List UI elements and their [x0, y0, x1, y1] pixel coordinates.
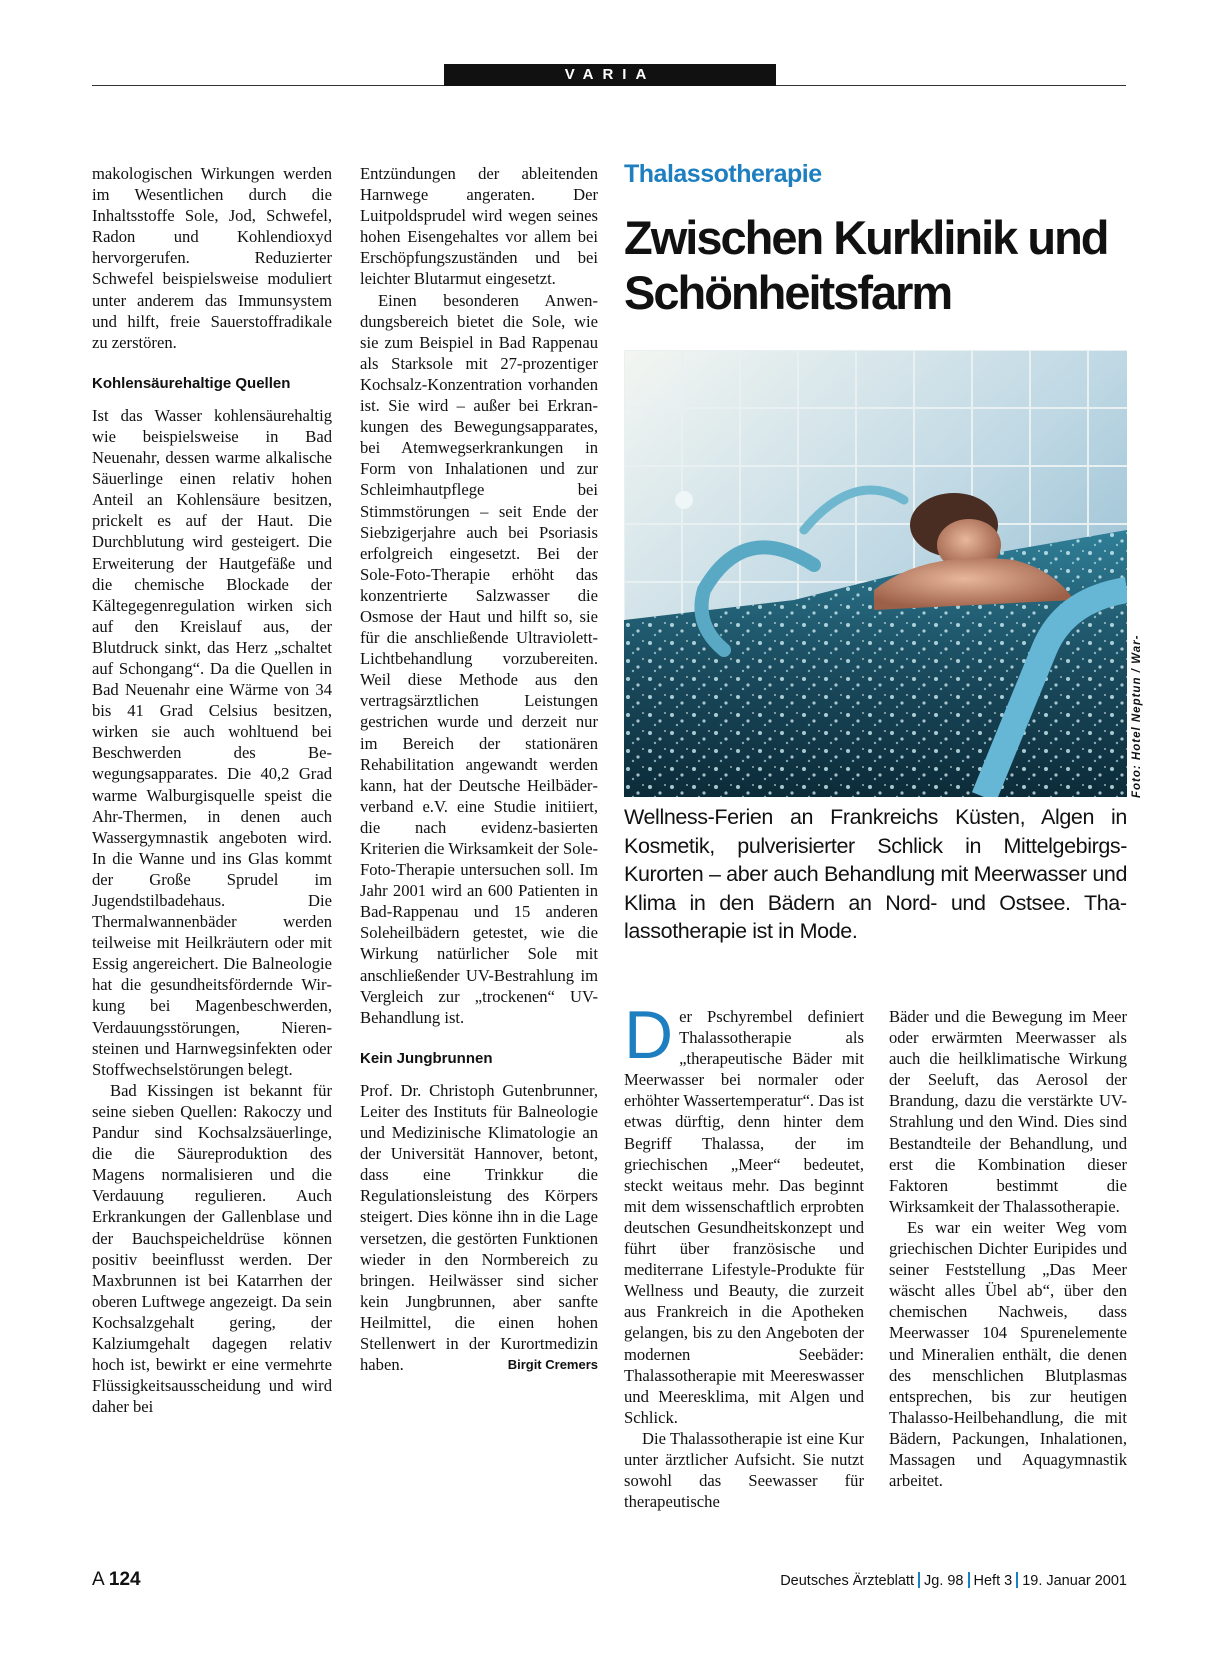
- paragraph: Ist das Wasser kohlensäurehaltig wie beispielsweise in Bad Neuenahr, dessen warme alkalische Säuerlinge einen relativ hohen Anteil an Kohlensäure besitzen, prickelt es auf der Haut. Die Durchblutung wird gesteigert. Die Erweiterung der Hautgefäße und die chemische Blockade der Kältegegenregulation wirken sich auf den Kreislauf aus, der Blutdruck sinkt, das Herz „schaltet auf Schongang“. Da die Quellen in Bad Neuenahr eine Wärme von 34 bis 41 Grad Celsius besitzen, wirken sie auch wohltuend bei Beschwerden des Bewegungsapparates. Die 40,2 Grad warme Walburgisquelle speist die Ahr-Thermen, in denen auch Wassergymnastik angeboten wird. In die Wanne und ins Glas kommt der Große Sprudel im Jugendstilbadehaus. Die Thermalwannenbäder werden teilweise mit Heilkräutern oder mit Essig angereichert. Die Balneologie hat die gesundheitsfördernde Wirkung bei Magenbeschwerden, Verdauungsstörungen, Nierensteinen und Harnwegsinfekten oder Stoffwechselstörungen belegt.: [92, 405, 332, 1079]
- paragraph: Einen besonderen Anwendungsbereich bietet die Sole, wie sie zum Beispiel in Bad Rappenau als Starksole mit 27-prozentiger Kochsalz-Konzentration vorhanden ist. Sie wird – außer bei Erkrankungen des Bewegungsapparates, bei Atemwegserkrankungen in Form von Inhalationen und zur Schleimhautpflege bei Stimmstörungen – seit Ende der Siebzigerjahre auch bei Psoriasis erfolgreich eingesetzt. Bei der Sole-Foto-Therapie erhöht das konzentrierte Salzwasser die Osmose der Haut und hilft so, sie für die anschließende Ultraviolett-Lichtbehandlung vorzubereiten. Weil diese Methode aus den vertragsärztlichen Leistungen gestrichen wurde und derzeit nur im Bereich der stationären Rehabilitation angewandt werden kann, hat der Deutsche Heilbäderverband e.V. eine Studie initiiert, die nach evidenz-basierten Kriterien die Wirksamkeit der Sole-Foto-Therapie untersuchen soll. Im Jahr 2001 wird an 600 Patienten in Bad-Rappenau und 15 anderen Soleheilbädern getestet, wie die Wirkung natürlicher Sole mit anschließender UV-Bestrahlung im Vergleich zur „trockenen“ UV-Behandlung ist.: [360, 290, 598, 1027]
- paragraph: [360, 1080, 598, 1375]
- article-lead: Wellness-Ferien an Frankreichs Küsten, Algen in Kosmetik, pulverisierter Schlick in Mittelgebirgs-Kurorten – aber auch Behandlung mit Meerwasser und Klima in den Bädern an Nord- und Ostsee. Thalassotherapie ist in Mode.: [624, 805, 1127, 943]
- article-photo: [624, 350, 1127, 797]
- column-1: [92, 163, 332, 1417]
- column-2: [360, 163, 598, 1375]
- divider: [968, 1572, 970, 1588]
- article-headline: Zwischen Kurklinik und Schönheitsfarm: [624, 211, 1108, 319]
- section-tag: VARIA: [444, 64, 776, 86]
- article-kicker: Thalassotherapie: [624, 160, 822, 188]
- photo-credit: Foto: Hotel Neptun / War-: [1131, 634, 1143, 798]
- author-byline: Birgit Cremers: [507, 1357, 598, 1373]
- journal-date: 19. Januar 2001: [1022, 1573, 1127, 1589]
- page-number: [92, 1569, 141, 1591]
- journal-info: [780, 1572, 1127, 1589]
- subheading: Kein Jungbrunnen: [360, 1049, 493, 1067]
- page-prefix: A: [92, 1569, 104, 1590]
- paragraph: Bäder und die Bewegung im Meer oder erwärmten Meerwasser als auch die heilklimatische Wirkung der Seeluft, das Aerosol der Brandung, dazu die verstärkte UV-Strahlung und den Wind. Dies sind Bestandteile der Behandlung, und erst die Kombination dieser Faktoren bestimmt die Wirksamkeit der Thalassotherapie.: [889, 1007, 1127, 1216]
- paragraph-text: Prof. Dr. Christoph Gutenbrunner, Leiter des Instituts für Balneologie und Medizinische Klimatologie an der Universität Hannover, betont, dass eine Trinkkur die Regulationsleistung des Körpers steigert. Dies könne ihn in die Lage versetzen, die gestörten Funktionen wieder in den Normbereich zu bringen. Heilwässer sind sicher kein Jungbrunnen, aber sanfte Heilmittel, die einen hohen Stellenwert in der Kurortmedizin haben.: [360, 1080, 598, 1375]
- paragraph: makologischen Wirkungen werden im Wesentlichen durch die Inhaltsstoffe Sole, Jod, Schwefel, Radon und Kohlendioxyd hervorgerufen. Reduzierter Schwefel beispielsweise moduliert unter anderem das Immunsystem und hilft, freie Sauerstoffradikale zu zerstören.: [92, 164, 332, 352]
- drop-cap: D: [624, 997, 674, 1073]
- page-number-value: 124: [108, 1569, 141, 1590]
- journal-volume: Jg. 98: [924, 1573, 964, 1589]
- journal-issue: Heft 3: [973, 1573, 1013, 1589]
- paragraph: Die Thalassotherapie ist eine Kur unter ärztlicher Aufsicht. Sie nutzt sowohl das Seewasser für therapeutische: [624, 1428, 864, 1512]
- paragraph: Es war ein weiter Weg vom griechischen Dichter Euripides und seiner Feststellung „Das Meer wäscht alles Übel ab“, über den chemischen Nachweis, dass Meerwasser 104 Spurenelemente und Mineralien enthält, die denen des menschlichen Blutplasmas entsprechen, bis zur heutigen Thalasso-Heilbehandlung, die mit Bädern, Packungen, Inhalationen, Massagen und Aquagymnastik arbeitet.: [889, 1217, 1127, 1491]
- paragraph: [624, 997, 864, 1428]
- paragraph: Entzündungen der ableitenden Harnwege angeraten. Der Luitpoldsprudel wird wegen seines hohen Eisengehaltes vor allem bei Erschöpfungszuständen und bei leichter Blutarmut eingesetzt.: [360, 164, 598, 289]
- journal-name: Deutsches Ärzteblatt: [780, 1573, 914, 1589]
- paragraph: Bad Kissingen ist bekannt für seine sieben Quellen: Rakoczy und Pandur sind Kochsalzsäuerlinge, die die Säureproduktion des Magens normalisieren und die Verdauung regulieren. Auch Erkrankungen der Gallenblase und der Bauchspeicheldrüse können positiv beeinflusst werden. Der Maxbrunnen ist bei Katarrhen der oberen Luftwege angezeigt. Da sein Kochsalzgehalt gering, der Kalziumgehalt dagegen relativ hoch ist, bewirkt er eine vermehrte Flüssigkeitsausscheidung und wird daher bei: [92, 1080, 332, 1417]
- column-4: [889, 1006, 1127, 1491]
- paragraph-text: er Pschyrembel definiert Thalassotherapie als „therapeutische Bäder mit Meerwasser bei normaler oder erhöhter Wassertemperatur“. Das ist etwas dürftig, denn hinter dem Begriff Thalassa, der im griechischen „Meer“ bedeutet, steckt weitaus mehr. Das beginnt mit dem wissenschaftlich erprobten deutschen Gesundheitskonzept und führt über französische und mediterrane Lifestyle-Produkte für Wellness und Beauty, die zurzeit aus Frankreich in die Apotheken gelangen, bis zu den Angeboten der modernen Seebäder: Thalassotherapie mit Meereswasser und Meeresklima, mit Algen und Schlick.: [624, 1007, 864, 1427]
- divider: [918, 1572, 920, 1588]
- subheading: Kohlensäurehaltige Quellen: [92, 374, 291, 392]
- divider: [1016, 1572, 1018, 1588]
- column-3: [624, 997, 864, 1512]
